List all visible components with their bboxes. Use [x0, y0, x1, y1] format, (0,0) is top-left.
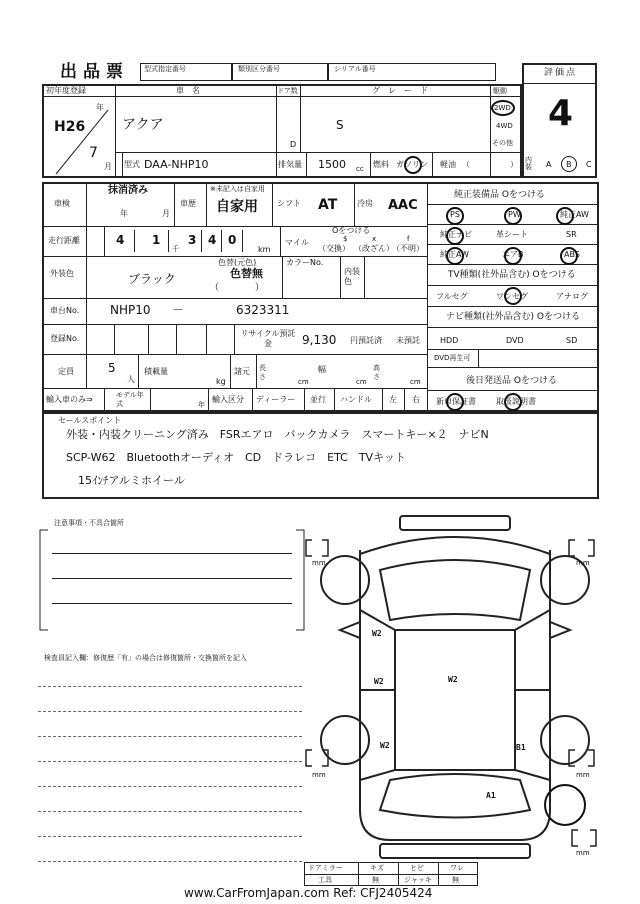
- bt-cell-1: 工具: [318, 876, 332, 884]
- first-reg-month: 7: [89, 145, 98, 161]
- color-no-label: カラーNo.: [286, 258, 324, 267]
- later-manual: 取扱説明書: [496, 397, 536, 406]
- dealer-label: ディーラー: [256, 395, 296, 404]
- interior-color-label: 内装色: [344, 267, 360, 286]
- mark-b1: B1: [516, 743, 526, 752]
- car-name-value: アクア: [122, 117, 164, 133]
- recycle-label: リサイクル預託金: [240, 329, 296, 348]
- shareki-note: ※未記入は自家用: [210, 185, 265, 193]
- chassis-number: 6323311: [236, 303, 290, 317]
- tv-analog: アナログ: [556, 292, 588, 301]
- month-unit: 月: [104, 162, 112, 171]
- repaint-value: 色替無: [230, 267, 263, 280]
- repaint-label: 色替(元色): [218, 258, 257, 267]
- circle-airbag: [504, 247, 522, 265]
- sales-line-3: 15ｲﾝﾁアルミホイール: [78, 474, 185, 487]
- mileage-digit-5: 0: [228, 233, 237, 247]
- tv-fullseg: フルセグ: [436, 292, 468, 301]
- recycle-value: 9,130: [302, 333, 337, 347]
- first-reg-label: 初年度登録: [46, 86, 86, 95]
- navi-hdd: HDD: [440, 336, 459, 345]
- shift-label: シフト: [277, 199, 301, 208]
- not-deposited: 未預託: [396, 336, 420, 345]
- circle-oneseg: [504, 287, 522, 305]
- circle-pw: [504, 207, 522, 225]
- mileage-digit-4: 4: [208, 233, 217, 247]
- parallel-label: 並行: [310, 395, 326, 404]
- fuel-diesel: 軽油: [440, 160, 456, 169]
- repaint-paren: （ ）: [210, 283, 265, 293]
- reibo-value: AAC: [388, 198, 418, 213]
- circle-warranty: [446, 393, 464, 411]
- circle-navi: [446, 227, 464, 245]
- form-title: 出品票: [60, 62, 129, 82]
- mm-fl: mm: [312, 559, 326, 567]
- sym-dollar: $: [343, 235, 348, 243]
- mile-label: マイル: [285, 238, 309, 247]
- shareki-value: 自家用: [216, 199, 258, 215]
- sym-x: x: [372, 235, 377, 243]
- ruibetsu-label: 類別区分番号: [238, 65, 280, 73]
- car-name-label: 車 名: [176, 86, 200, 95]
- mileage-label: 走行距離: [48, 236, 80, 245]
- opt-aw2: 純正AW: [440, 250, 469, 259]
- chassis-prefix: NHP10: [110, 303, 151, 317]
- import-kind-label: 輸入区分: [212, 395, 244, 404]
- altered-label: （改ざん）: [354, 244, 394, 253]
- model-year-label: モデル年式: [116, 391, 144, 408]
- footer-ref: www.CarFromJapan.com Ref: CFJ2405424: [184, 886, 433, 900]
- sales-points-label: セールスポイント: [58, 416, 122, 425]
- circle-manual: [504, 393, 522, 411]
- height-cm: cm: [410, 378, 421, 386]
- color-value: ブラック: [128, 272, 176, 286]
- mark-a1: A1: [486, 791, 496, 800]
- tv-oneseg: ワンセグ: [496, 292, 528, 301]
- shaken-month-unit: 月: [162, 209, 170, 218]
- drive-other: その他: [492, 139, 513, 147]
- score-value: 4: [548, 93, 574, 134]
- right-label: 右: [412, 395, 420, 404]
- chassis-dash: －: [172, 303, 185, 317]
- mm-rr: mm: [576, 771, 590, 779]
- navi-dvd: DVD: [506, 336, 524, 345]
- circle-note: Oをつける: [332, 226, 371, 235]
- opt-pw: PW: [508, 210, 521, 219]
- fuel-label: 燃料: [373, 160, 389, 169]
- fuel-paren-open: （: [462, 160, 470, 169]
- score-label: 評価点: [544, 68, 578, 78]
- opt-sr: SR: [566, 230, 577, 239]
- displacement-value: 1500: [318, 158, 346, 171]
- opt-abs: ABS: [564, 250, 580, 259]
- car-diagram: [300, 510, 610, 870]
- mileage-digit-3: 3: [188, 233, 197, 247]
- fuel-gasoline-circle: [404, 156, 422, 174]
- mark-w2-4: W2: [380, 741, 390, 750]
- km-unit: km: [258, 245, 271, 254]
- circle-ps: [446, 207, 464, 225]
- shaken-year-unit: 年: [120, 209, 128, 218]
- sales-line-2: SCP-W62 Bluetoothオーディオ CD ドラレコ ETC TVキット: [66, 451, 406, 464]
- opt-leather: 革シート: [496, 230, 528, 239]
- handle-label: ハンドル: [340, 395, 372, 404]
- model-value: DAA-NHP10: [144, 158, 209, 171]
- color-label: 外装色: [50, 269, 74, 278]
- caution-label: 注意事項・不具合箇所: [54, 519, 124, 527]
- mileage-digit-1: 4: [116, 233, 125, 247]
- reg-label: 登録No.: [50, 334, 80, 343]
- fuel-paren-close: ）: [510, 160, 518, 169]
- import-year-unit: 年: [198, 401, 205, 409]
- import-label: 輸入車のみ⇒: [46, 395, 93, 404]
- fuel-gasoline: ガソリン: [396, 160, 428, 169]
- sales-line-1: 外装・内装クリーニング済み FSRエアロ バックカメラ スマートキー×２ ナビN: [66, 428, 489, 441]
- interior-c: C: [586, 160, 592, 169]
- dims-label: 諸元: [234, 367, 250, 376]
- shaken-label: 車検: [54, 199, 70, 208]
- navi-sd: SD: [566, 336, 578, 345]
- mm-fr: mm: [576, 559, 590, 567]
- load-kg: kg: [216, 377, 226, 386]
- opt-airbag: エアB: [502, 250, 524, 259]
- capacity-unit: 人: [127, 375, 135, 384]
- opt-aw1: 純正AW: [560, 210, 589, 219]
- opt-navi: 純正ナビ: [440, 230, 472, 239]
- width-label: 幅: [318, 365, 326, 374]
- bt-cell-3: ジャッキ: [404, 876, 432, 884]
- serial-label: シリアル番号: [334, 65, 376, 73]
- dvd-play-label: DVD再生可: [434, 354, 471, 362]
- mark-w2-2: W2: [374, 677, 384, 686]
- doors-label: ドア数: [277, 87, 298, 95]
- interior-a: A: [546, 160, 552, 169]
- inspector-label: 検査員記入欄：修復歴「有」の場合は修復箇所・交換箇所を記入: [44, 654, 247, 662]
- year-unit: 年: [96, 103, 104, 112]
- mark-w2-1: W2: [372, 629, 382, 638]
- reibo-label: 冷房: [357, 199, 373, 208]
- drive-2wd-circle: [491, 100, 515, 116]
- interior-label: 内装: [525, 156, 532, 171]
- circle-abs: [560, 247, 578, 265]
- thousand-unit: 千: [172, 245, 179, 253]
- caution-bracket: [38, 528, 306, 634]
- sym-f: f: [407, 235, 410, 243]
- opt-ps: PS: [450, 210, 460, 219]
- length-label: 長さ: [259, 364, 266, 381]
- width-cm: cm: [356, 378, 367, 386]
- chassis-label: 車台No.: [50, 306, 80, 315]
- drive-2wd: 2WD: [494, 104, 511, 112]
- bt-cell-2: 無: [372, 876, 379, 884]
- load-label: 積載量: [144, 367, 168, 376]
- circle-aw2: [446, 247, 464, 265]
- shift-value: AT: [318, 197, 338, 213]
- bt-header-2: キズ: [370, 864, 384, 872]
- mark-w2-3: W2: [448, 675, 458, 684]
- left-label: 左: [389, 395, 397, 404]
- tv-title: TV種類(社外品含む) Oをつける: [448, 270, 576, 280]
- grade-label: グレード: [372, 86, 436, 95]
- grade-value: S: [336, 118, 344, 132]
- interior-b-circle: [561, 156, 577, 172]
- later-title: 後日発送品 Oをつける: [466, 376, 557, 386]
- capacity-label: 定員: [58, 367, 74, 376]
- bt-header-4: ワレ: [450, 864, 464, 872]
- bt-header-3: ヒビ: [410, 864, 424, 872]
- mm-rl: mm: [312, 771, 326, 779]
- bt-cell-4: 無: [452, 876, 459, 884]
- shaken-value: 抹消済み: [108, 185, 148, 196]
- navi-title: ナビ種類(社外品含む) Oをつける: [446, 312, 580, 322]
- options-title: 純正装備品 Oをつける: [454, 190, 545, 200]
- length-cm: cm: [298, 378, 309, 386]
- recycle-unit: 円預託済: [350, 336, 382, 345]
- unknown-label: （不明）: [392, 244, 424, 253]
- drive-4wd: 4WD: [496, 122, 513, 130]
- height-label: 高さ: [373, 364, 380, 381]
- bt-header-1: ドアミラー: [308, 864, 343, 872]
- drive-label: 駆動: [493, 87, 507, 95]
- capacity-value: 5: [108, 361, 116, 375]
- interior-b: B: [566, 160, 572, 169]
- displacement-label: 排気量: [278, 160, 302, 169]
- exchange-label: （交換）: [318, 244, 350, 253]
- katashiki-no-label: 型式指定番号: [144, 65, 186, 73]
- doors-suffix: D: [290, 140, 297, 149]
- circle-aw1: [556, 207, 574, 225]
- mm-extra: mm: [576, 849, 590, 857]
- mileage-digit-2: 1: [152, 233, 161, 247]
- first-reg-year: H26: [54, 119, 86, 135]
- shareki-label: 車歴: [180, 199, 196, 208]
- later-warranty: 新車保証書: [436, 397, 476, 406]
- displacement-unit: cc: [356, 165, 364, 173]
- model-label: 型式: [124, 160, 140, 169]
